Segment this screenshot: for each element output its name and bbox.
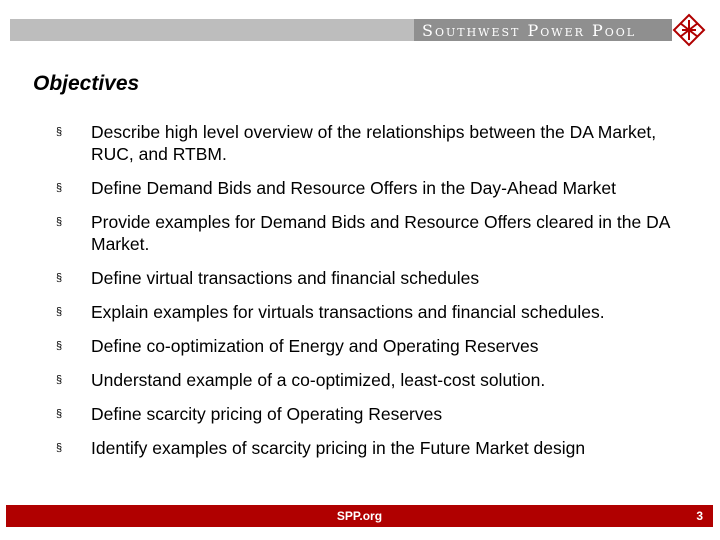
objective-text: Describe high level overview of the relationships between the DA Market, RUC, and RTBM.	[91, 122, 657, 164]
bullet-marker-icon: §	[56, 374, 63, 386]
objective-item	[52, 177, 702, 199]
bullet-marker-icon: §	[56, 340, 63, 352]
objective-text: Explain examples for virtuals transactions and financial schedules.	[91, 302, 605, 322]
page-number: 3	[696, 509, 703, 523]
page-title: Objectives	[33, 72, 140, 95]
objective-text: Identify examples of scarcity pricing in the Future Market design	[91, 438, 586, 458]
objective-text: Provide examples for Demand Bids and Resource Offers cleared in the DA Market.	[91, 212, 670, 254]
objective-item	[52, 335, 702, 357]
objective-text: Define Demand Bids and Resource Offers in the Day-Ahead Market	[91, 178, 616, 198]
objective-item	[52, 437, 702, 459]
bullet-marker-icon: §	[56, 182, 63, 194]
objective-text: Define co-optimization of Energy and Operating Reserves	[91, 336, 539, 356]
objective-item	[52, 211, 702, 255]
bullet-marker-icon: §	[56, 442, 63, 454]
bullet-marker-icon: §	[56, 408, 63, 420]
footer-url: SPP.org	[336, 509, 383, 523]
bullet-marker-icon: §	[56, 216, 63, 228]
bullet-marker-icon: §	[56, 126, 63, 138]
objective-item	[52, 301, 702, 323]
objective-text: Define scarcity pricing of Operating Reserves	[91, 404, 443, 424]
objective-item	[52, 403, 702, 425]
objective-item	[52, 267, 702, 289]
objective-item	[52, 369, 702, 391]
bullet-marker-icon: §	[56, 272, 63, 284]
bullet-marker-icon: §	[56, 306, 63, 318]
footer-bar	[6, 505, 713, 527]
objective-text: Understand example of a co-optimized, least-cost solution.	[91, 370, 546, 390]
objectives-list	[52, 121, 702, 471]
objective-text: Define virtual transactions and financial schedules	[91, 268, 480, 288]
spp-diamond-logo-icon	[672, 13, 706, 47]
brand-name: Southwest Power Pool	[422, 21, 637, 40]
objective-item	[52, 121, 702, 165]
